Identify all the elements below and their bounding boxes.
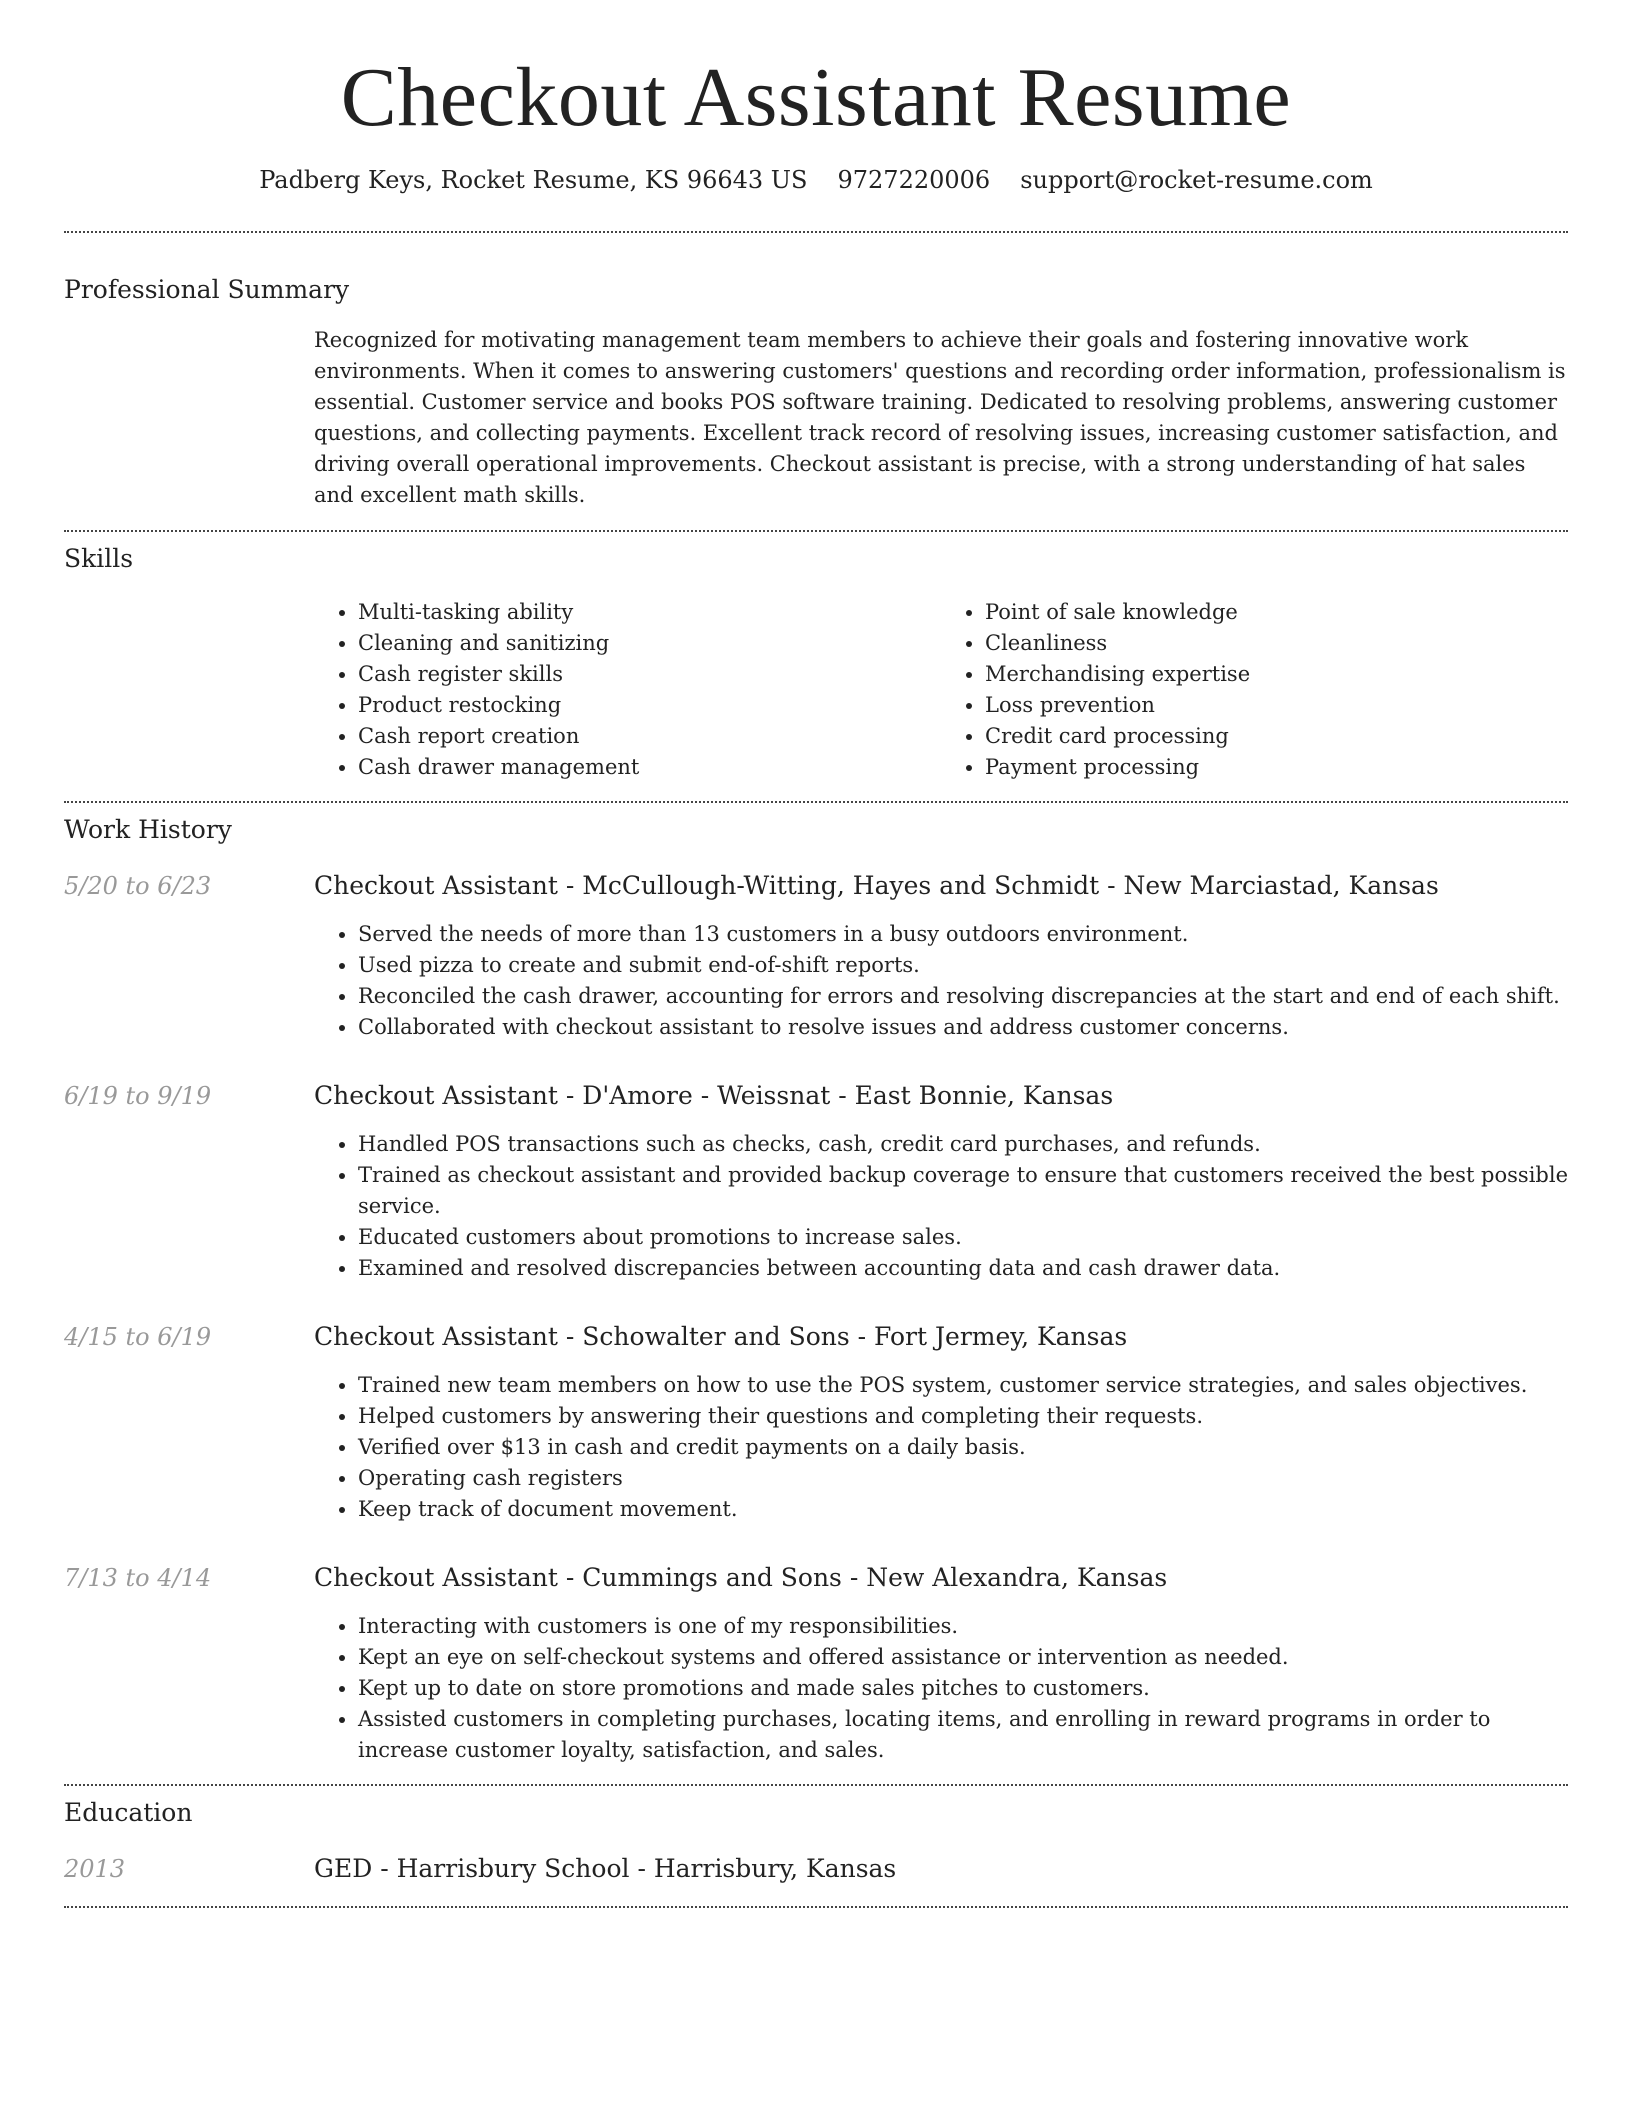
job-dates: 5/20 to 6/23 <box>64 872 212 901</box>
job-bullet: • Verified over $13 in cash and credit payments on a daily basis. <box>358 1432 1568 1463</box>
job-bullet: • Used pizza to create and submit end-of-shift reports. <box>358 950 1568 981</box>
skill-item: • Cash report creation <box>358 721 941 752</box>
skills-list-left <box>314 597 941 783</box>
job-bullet: • Interacting with customers is one of my responsibilities. <box>358 1611 1568 1642</box>
job-bullet: • Reconciled the cash drawer, accounting for errors and resolving discrepancies at the start and end of each shift. <box>358 981 1568 1012</box>
skill-item: • Merchandising expertise <box>985 659 1568 690</box>
summary-heading: Professional Summary <box>64 275 350 305</box>
divider <box>64 1906 1568 1908</box>
education-degree: GED - Harrisbury School - Harrisbury, Kansas <box>314 1854 897 1884</box>
divider <box>64 231 1568 233</box>
job-bullet: • Keep track of document movement. <box>358 1494 1568 1525</box>
summary-section <box>64 325 1568 511</box>
job-bullet: • Collaborated with checkout assistant to resolve issues and address customer concerns. <box>358 1012 1568 1043</box>
skills-list-right <box>941 597 1568 783</box>
job-bullet: • Kept up to date on store promotions and made sales pitches to customers. <box>358 1673 1568 1704</box>
job-bullets <box>314 1611 1568 1766</box>
job-bullets <box>314 919 1568 1043</box>
job-title: Checkout Assistant - Cummings and Sons - New Alexandra, Kansas <box>314 1563 1168 1593</box>
job-entry <box>64 1081 1568 1284</box>
job-bullets <box>314 1370 1568 1525</box>
job-dates: 6/19 to 9/19 <box>64 1082 212 1111</box>
skill-item: • Cleaning and sanitizing <box>358 628 941 659</box>
resume-title: Checkout Assistant Resume <box>340 51 1292 144</box>
divider <box>64 530 1568 532</box>
skill-item: • Point of sale knowledge <box>985 597 1568 628</box>
contact-phone: 9727220006 <box>837 166 991 195</box>
skill-item: • Credit card processing <box>985 721 1568 752</box>
job-entry <box>64 1322 1568 1525</box>
job-bullet: • Educated customers about promotions to increase sales. <box>358 1222 1568 1253</box>
divider <box>64 1784 1568 1786</box>
skill-item: • Cleanliness <box>985 628 1568 659</box>
skills-heading: Skills <box>64 544 134 574</box>
skill-item: • Cash drawer management <box>358 752 941 783</box>
job-entry <box>64 1563 1568 1766</box>
job-dates: 7/13 to 4/14 <box>64 1564 212 1593</box>
contact-email: support@rocket-resume.com <box>1020 166 1373 195</box>
job-bullet: • Operating cash registers <box>358 1463 1568 1494</box>
work-heading: Work History <box>64 815 232 845</box>
contact-address: Padberg Keys, Rocket Resume, KS 96643 US <box>259 166 808 195</box>
contact-line <box>64 166 1568 195</box>
job-bullet: • Handled POS transactions such as checks, cash, credit card purchases, and refunds. <box>358 1129 1568 1160</box>
job-title: Checkout Assistant - McCullough-Witting, Hayes and Schmidt - New Marciastad, Kansas <box>314 871 1439 901</box>
job-entry <box>64 871 1568 1043</box>
education-entry <box>64 1854 1568 1884</box>
job-bullet: • Examined and resolved discrepancies between accounting data and cash drawer data. <box>358 1253 1568 1284</box>
education-year: 2013 <box>64 1855 126 1884</box>
job-bullet: • Trained new team members on how to use the POS system, customer service strategies, and sales objectives. <box>358 1370 1568 1401</box>
job-bullet: • Assisted customers in completing purchases, locating items, and enrolling in reward programs in order to increase customer loyalty, satisfaction, and sales. <box>358 1704 1568 1766</box>
job-bullet: • Served the needs of more than 13 customers in a busy outdoors environment. <box>358 919 1568 950</box>
skill-item: • Cash register skills <box>358 659 941 690</box>
job-bullets <box>314 1129 1568 1284</box>
skill-item: • Payment processing <box>985 752 1568 783</box>
skill-item: • Product restocking <box>358 690 941 721</box>
education-heading: Education <box>64 1798 193 1828</box>
divider <box>64 801 1568 803</box>
summary-text: Recognized for motivating management team members to achieve their goals and fostering innovative work environments. When it comes to answering customers' questions and recording order information, professionalism is essential. Customer service and books POS software training. Dedicated to resolving problems, answering customer questions, and collecting payments. Excellent track record of resolving issues, increasing customer satisfaction, and driving overall operational improvements. Checkout assistant is precise, with a strong understanding of hat sales and excellent math skills. <box>314 328 1566 508</box>
resume-page <box>64 0 1568 1908</box>
job-dates: 4/15 to 6/19 <box>64 1323 212 1352</box>
job-bullet: • Kept an eye on self-checkout systems and offered assistance or intervention as needed. <box>358 1642 1568 1673</box>
skills-section <box>64 597 1568 783</box>
job-bullet: • Helped customers by answering their questions and completing their requests. <box>358 1401 1568 1432</box>
skill-item: • Loss prevention <box>985 690 1568 721</box>
job-title: Checkout Assistant - Schowalter and Sons - Fort Jermey, Kansas <box>314 1322 1128 1352</box>
skill-item: • Multi-tasking ability <box>358 597 941 628</box>
job-bullet: • Trained as checkout assistant and provided backup coverage to ensure that customers received the best possible service. <box>358 1160 1568 1222</box>
job-title: Checkout Assistant - D'Amore - Weissnat - East Bonnie, Kansas <box>314 1081 1114 1111</box>
